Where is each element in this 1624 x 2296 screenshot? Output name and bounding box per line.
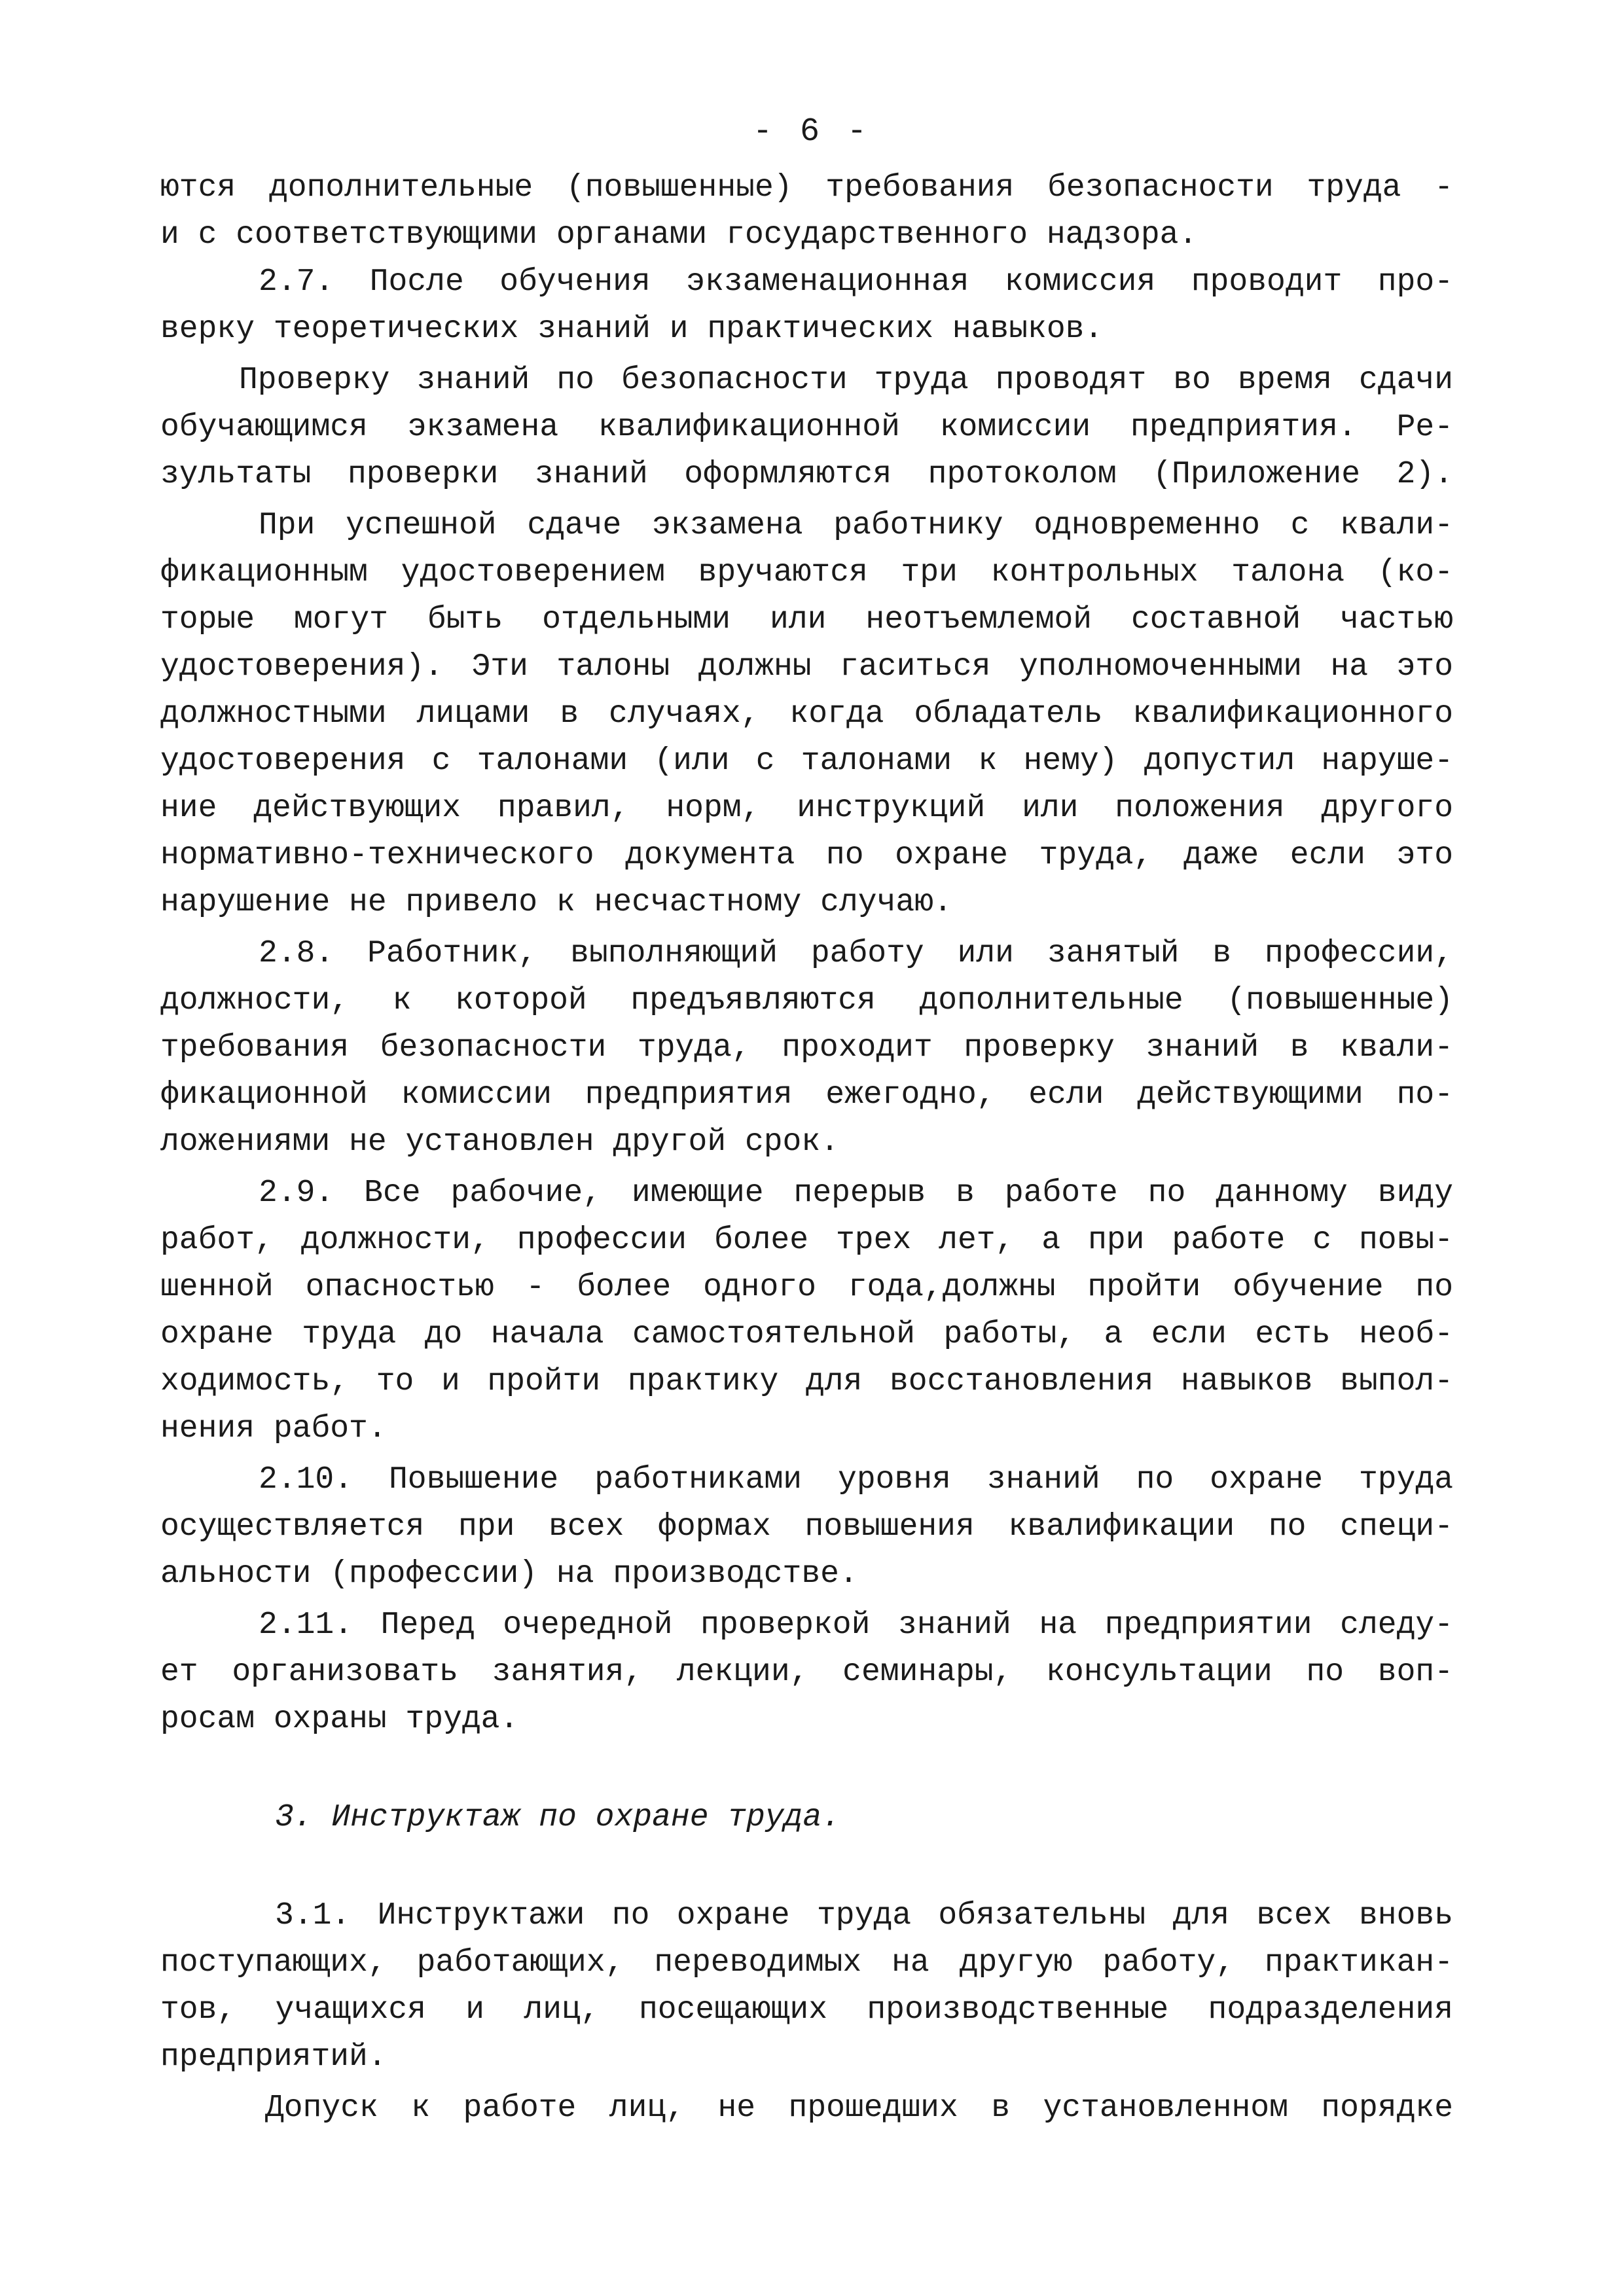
text-line-19: требования безопасности труда, проходит проверку знаний в квали- xyxy=(160,1030,1453,1066)
page-number: - 6 - xyxy=(752,113,871,151)
text-line-11: удостоверения). Эти талоны должны гаситься уполномоченными на это xyxy=(160,649,1453,685)
text-line-30: альности (профессии) на производстве. xyxy=(160,1556,858,1592)
text-line-26: ходимость, то и пройти практику для восстановления навыков выпол- xyxy=(160,1364,1453,1399)
text-line-7: зультаты проверки знаний оформляются протоколом (Приложение 2). xyxy=(160,457,1453,492)
text-line-25: охране труда до начала самостоятельной работы, а если есть необ- xyxy=(160,1317,1453,1352)
text-line-16: нарушение не привело к несчастному случаю. xyxy=(160,885,952,920)
text-line-29: осуществляется при всех формах повышения квалификации по специ- xyxy=(160,1509,1453,1545)
text-line-32: ет организовать занятия, лекции, семинары, консультации по воп- xyxy=(160,1655,1453,1690)
text-line-15: нормативно-технического документа по охране труда, даже если это xyxy=(160,838,1453,873)
text-line-36: поступающих, работающих, переводимых на другую работу, практикан- xyxy=(160,1945,1453,1981)
text-line-14: ние действующих правил, норм, инструкций или положения другого xyxy=(160,791,1453,826)
text-line-35: 3.1. Инструктажи по охране труда обязательны для всех вновь xyxy=(275,1898,1453,1933)
section-heading: 3. Инструктаж по охране труда. xyxy=(275,1800,841,1835)
text-line-21: ложениями не установлен другой срок. xyxy=(160,1124,839,1160)
text-line-17: 2.8. Работник, выполняющий работу или занятый в профессии, xyxy=(259,936,1453,971)
text-line-23: работ, должности, профессии более трех лет, а при работе с повы- xyxy=(160,1223,1453,1258)
text-line-13: удостоверения с талонами (или с талонами к нему) допустил наруше- xyxy=(160,744,1453,779)
text-line-33: росам охраны труда. xyxy=(160,1702,519,1737)
text-line-18: должности, к которой предъявляются дополнительные (повышенные) xyxy=(160,983,1453,1018)
text-line-2: и с соответствующими органами государственного надзора. xyxy=(160,217,1198,253)
text-line-24: шенной опасностью - более одного года,должны пройти обучение по xyxy=(160,1270,1453,1305)
text-line-5: Проверку знаний по безопасности труда проводят во время сдачи xyxy=(239,363,1453,398)
text-line-4: верку теоретических знаний и практических навыков. xyxy=(160,312,1104,347)
text-line-20: фикационной комиссии предприятия ежегодно, если действующими по- xyxy=(160,1077,1453,1113)
text-line-28: 2.10. Повышение работниками уровня знаний по охране труда xyxy=(259,1462,1453,1498)
text-line-37: тов, учащихся и лиц, посещающих производственные подразделения xyxy=(160,1992,1453,2028)
text-line-10: торые могут быть отдельными или неотъемлемой составной частью xyxy=(160,602,1453,637)
text-line-9: фикационным удостоверением вручаются три контрольных талона (ко- xyxy=(160,555,1453,590)
text-line-8: При успешной сдаче экзамена работнику одновременно с квали- xyxy=(259,508,1453,543)
text-line-3: 2.7. После обучения экзаменационная комиссия проводит про- xyxy=(259,264,1453,300)
text-line-38: предприятий. xyxy=(160,2039,387,2075)
text-line-12: должностными лицами в случаях, когда обладатель квалификационного xyxy=(160,696,1453,732)
text-line-22: 2.9. Все рабочие, имеющие перерыв в работе по данному виду xyxy=(259,1175,1453,1211)
text-line-1: ются дополнительные (повышенные) требования безопасности труда - xyxy=(160,170,1453,206)
text-line-6: обучающимся экзамена квалификационной комиссии предприятия. Ре- xyxy=(160,410,1453,445)
text-line-39: Допуск к работе лиц, не прошедших в установленном порядке xyxy=(265,2090,1453,2126)
text-line-27: нения работ. xyxy=(160,1411,387,1446)
text-line-31: 2.11. Перед очередной проверкой знаний на предприятии следу- xyxy=(259,1607,1453,1643)
